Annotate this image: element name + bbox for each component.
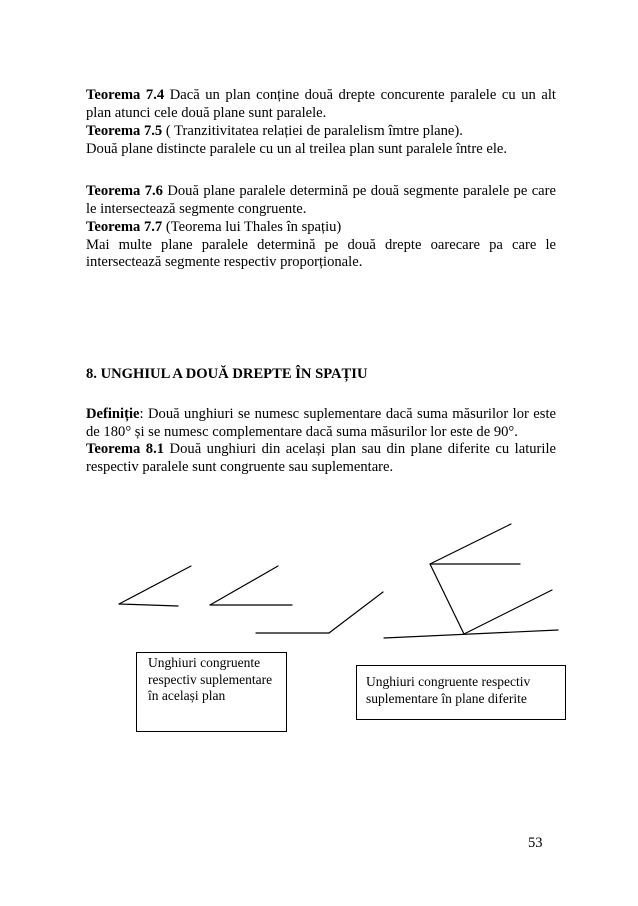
- theorem-label: Teorema: [86, 123, 141, 139]
- theorem-number: 7.7: [143, 219, 163, 235]
- theorem-text: Două plane paralele determină pe două segmente paralele pe care le intersectează segmente congruente.: [86, 183, 556, 217]
- page-number: 53: [528, 835, 543, 851]
- angle3-side-b: [329, 592, 383, 633]
- angle5-side-a: [430, 564, 464, 634]
- theorem-text: Două unghiuri din același plan sau din plane diferite cu laturile respectiv paralele sunt congruente sau suplementare.: [86, 441, 556, 475]
- theorem-text: (Teorema lui Thales în spațiu): [162, 219, 342, 235]
- theorem-text: ( Tranzitivitatea relației de paralelism îmtre plane).: [162, 123, 463, 139]
- definition-text: : Două unghiuri se numesc suplementare dacă suma măsurilor lor este de 180° și se numesc complementare dacă suma măsurilor lor este de 90°.: [86, 406, 556, 440]
- angle5-side-b: [464, 590, 552, 634]
- theorem-body: Două plane distincte paralele cu un al treilea plan sunt paralele între ele.: [86, 140, 508, 157]
- theorem-body: Mai multe plane paralele determină pe două drepte oarecare pa care le intersectează segmente respectiv proporționale.: [86, 236, 556, 271]
- theorem-number: 7.6: [144, 183, 163, 199]
- caption-right: Unghiuri congruente respectiv suplementare în plane diferite: [356, 665, 566, 720]
- definition-label: Definiție: [86, 406, 140, 422]
- theorem-label: Teorema: [86, 87, 141, 103]
- angle2-side-a: [210, 566, 278, 605]
- angle1-side-b: [119, 604, 178, 606]
- theorem-label: Teorema: [86, 183, 141, 199]
- theorem-label: Teorema: [86, 219, 141, 235]
- theorem-number: 7.4: [145, 87, 165, 103]
- theorem-number: 7.5: [143, 123, 163, 139]
- base-line: [384, 630, 558, 638]
- section-heading: 8. UNGHIUL A DOUĂ DREPTE ÎN SPAȚIU: [86, 366, 368, 382]
- theorem-label: Teorema 8.1: [86, 441, 165, 458]
- theorem-text: Dacă un plan conține două drepte concurente paralele cu un alt plan atunci cele două plane sunt paralele.: [86, 87, 556, 121]
- angle4-side-a: [430, 524, 511, 564]
- angle1-side-a: [119, 566, 191, 604]
- caption-left: Unghiuri congruente respectiv suplementare în același plan: [136, 652, 287, 732]
